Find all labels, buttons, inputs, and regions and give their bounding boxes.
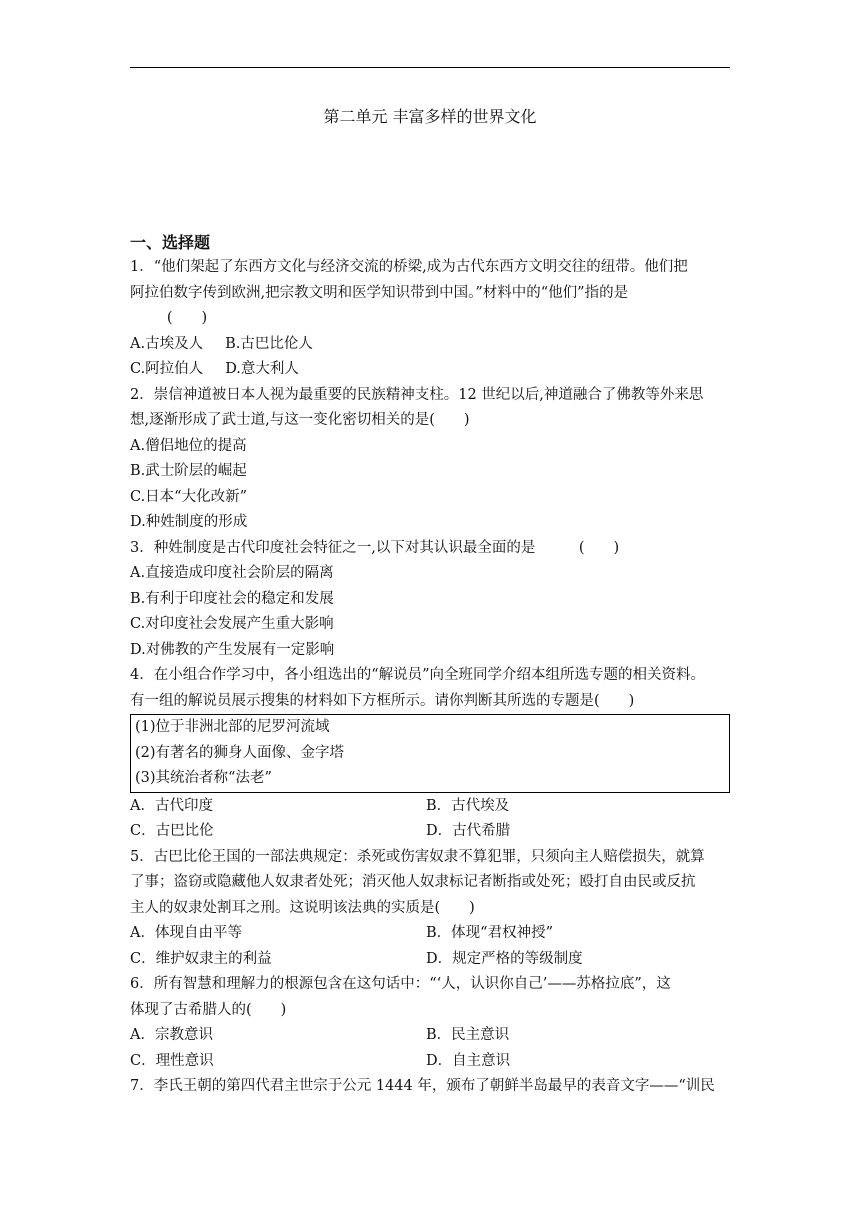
question-text: 阿拉伯数字传到欧洲,把宗教文明和医学知识带到中国。”材料中的“他们”指的是 — [130, 284, 629, 301]
question-text: 6．所有智慧和理解力的根源包含在这句话中：“‘人，认识你自己’——苏格拉底”，这 — [130, 976, 671, 992]
document-body — [130, 230, 730, 1100]
option-d: D.种姓制度的形成 — [130, 514, 248, 530]
option-c: C.对印度社会发展产生重大影响 — [130, 616, 334, 632]
material-box — [130, 714, 730, 793]
question-5 — [130, 845, 730, 973]
question-3 — [130, 536, 730, 664]
option-c: C.日本“大化改新” — [130, 488, 248, 505]
option-a: A．体现自由平等 — [130, 925, 242, 941]
option-c: C.阿拉伯人 — [130, 361, 204, 377]
question-1 — [130, 255, 730, 383]
question-text: 想,逐渐形成了武士道,与这一变化密切相关的是( ) — [130, 412, 470, 428]
option-row — [130, 1023, 730, 1049]
question-text: 2．崇信神道被日本人视为最重要的民族精神支柱。12 世纪以后,神道融合了佛教等外来思 — [130, 386, 704, 403]
material-item: (2)有著名的狮身人面像、金字塔 — [135, 744, 345, 761]
option-a: A.僧侣地位的提高 — [130, 437, 247, 454]
question-text: 主人的奴隶处割耳之刑。这说明该法典的实质是( ) — [130, 899, 475, 916]
option-row — [130, 921, 730, 947]
question-text: 5．古巴比伦王国的一部法典规定：杀死或伤害奴隶不算犯罪，只须向主人赔偿损失，就算 — [130, 848, 705, 865]
question-text: 7．李氏王朝的第四代君主世宗于公元 1444 年，颁布了朝鲜半岛最早的表音文字——“训民 — [130, 1078, 715, 1094]
option-d: D.对佛教的产生发展有一定影响 — [130, 641, 335, 658]
question-text: 体现了古希腊人的( ) — [130, 1001, 287, 1018]
option-b: B.有利于印度社会的稳定和发展 — [130, 590, 334, 607]
option-c: C．古巴比伦 — [130, 823, 214, 839]
question-text: 1．“他们架起了东西方文化与经济交流的桥梁,成为古代东西方文明交往的纽带。他们把 — [130, 259, 688, 275]
question-7 — [130, 1074, 730, 1100]
question-6 — [130, 972, 730, 1074]
option-b: B．民主意识 — [426, 1027, 510, 1043]
option-a: A.直接造成印度社会阶层的隔离 — [130, 565, 334, 581]
option-a: A．古代印度 — [130, 797, 213, 814]
option-b: B.古巴比伦人 — [225, 335, 313, 352]
option-row — [130, 332, 730, 358]
section-heading: 一、选择题 — [130, 233, 211, 252]
option-row — [130, 357, 730, 383]
option-b: B．体现“君权神授” — [426, 925, 553, 941]
option-b: B.武士阶层的崛起 — [130, 463, 247, 479]
question-text: 4．在小组合作学习中，各小组选出的“解说员”向全班同学介绍本组所选专题的相关资料。 — [130, 667, 706, 683]
option-d: D．古代希腊 — [426, 823, 511, 839]
question-text: 有一组的解说员展示搜集的材料如下方框所示。请你判断其所选的专题是( ) — [130, 692, 635, 709]
option-b: B．古代埃及 — [426, 797, 510, 814]
option-row — [130, 1049, 730, 1075]
page-title: 第二单元 丰富多样的世界文化 — [323, 107, 537, 126]
option-row — [130, 794, 730, 820]
material-item: (3)其统治者称“法老” — [135, 770, 272, 786]
option-d: D．自主意识 — [426, 1052, 511, 1069]
option-d: D.意大利人 — [225, 361, 299, 377]
option-a: A．宗教意识 — [130, 1027, 213, 1043]
option-a: A.古埃及人 — [130, 335, 204, 352]
option-c: C．维护奴隶主的利益 — [130, 950, 272, 967]
material-item: (1)位于非洲北部的尼罗河流域 — [135, 719, 330, 735]
question-4 — [130, 663, 730, 845]
option-d: D．规定严格的等级制度 — [426, 950, 583, 967]
option-c: C．理性意识 — [130, 1052, 214, 1069]
question-text: 3．种姓制度是古代印度社会特征之一,以下对其认识最全面的是 ( ) — [130, 539, 620, 556]
answer-blank: ( ) — [130, 310, 208, 326]
question-2 — [130, 383, 730, 536]
option-row — [130, 947, 730, 973]
question-text: 了事；盗窃或隐藏他人奴隶者处死；消灭他人奴隶标记者断指或处死；殴打自由民或反抗 — [130, 874, 696, 890]
option-row — [130, 819, 730, 845]
header-rule — [130, 67, 730, 68]
